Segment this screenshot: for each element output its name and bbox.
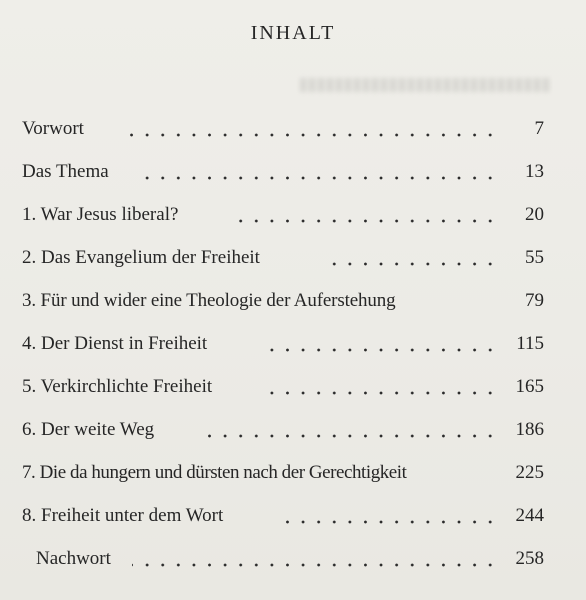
toc-entry-nachwort [36, 546, 544, 576]
toc-entry-label: 8. Freiheit unter dem Wort [22, 505, 224, 526]
toc-entry-page: 115 [516, 333, 544, 354]
dot-leader [262, 348, 498, 352]
toc-entry-chapter-5 [22, 374, 544, 404]
toc-entry-page: 244 [515, 505, 544, 526]
toc-entry-label: Das Thema [22, 161, 109, 182]
dot-leader [282, 520, 498, 524]
page-title: INHALT [250, 22, 336, 44]
toc-entry-page: 79 [525, 290, 544, 311]
toc-entry-label: Nachwort [36, 548, 111, 569]
toc-entry-page: 55 [525, 247, 544, 268]
toc-entry-page: 225 [515, 462, 544, 483]
dot-leader [202, 434, 498, 438]
toc-entry-page: 258 [515, 548, 544, 569]
toc-entry-label: 2. Das Evangelium der Freiheit [22, 247, 260, 268]
dot-leader [124, 133, 498, 137]
toc-entry-chapter-1 [22, 202, 544, 232]
dot-leader [230, 219, 498, 223]
toc-entry-page: 165 [515, 376, 544, 397]
toc-entry-chapter-7 [22, 460, 544, 490]
toc-entry-label: 3. Für und wider eine Theologie der Auferstehung [22, 290, 396, 311]
toc-entry-chapter-4 [22, 331, 544, 361]
toc-entry-label: 6. Der weite Weg [22, 419, 155, 440]
toc-entry-label: 5. Verkirchlichte Freiheit [22, 376, 213, 397]
toc-entry-chapter-3 [22, 288, 544, 318]
toc-entry-page: 20 [525, 204, 544, 225]
toc-entry-page: 186 [515, 419, 544, 440]
dot-leader [132, 563, 498, 567]
toc-entry-page: 13 [525, 161, 544, 182]
dot-leader [322, 262, 498, 266]
dot-leader [137, 176, 498, 180]
toc-entry-page: 7 [534, 118, 544, 139]
toc-entry-label: 1. War Jesus liberal? [22, 204, 179, 225]
toc-entry-chapter-8 [22, 503, 544, 533]
dot-leader [258, 391, 498, 395]
toc-entry-das-thema [22, 159, 544, 189]
toc-entry-chapter-2 [22, 245, 544, 275]
toc-entry-chapter-6 [22, 417, 544, 447]
toc-entry-label: Vorwort [22, 118, 84, 139]
toc-entry-vorwort [22, 116, 544, 146]
toc-entry-label: 4. Der Dienst in Freiheit [22, 333, 208, 354]
toc-entry-label: 7. Die da hungern und dürsten nach der Gerechtigkeit [22, 462, 407, 483]
